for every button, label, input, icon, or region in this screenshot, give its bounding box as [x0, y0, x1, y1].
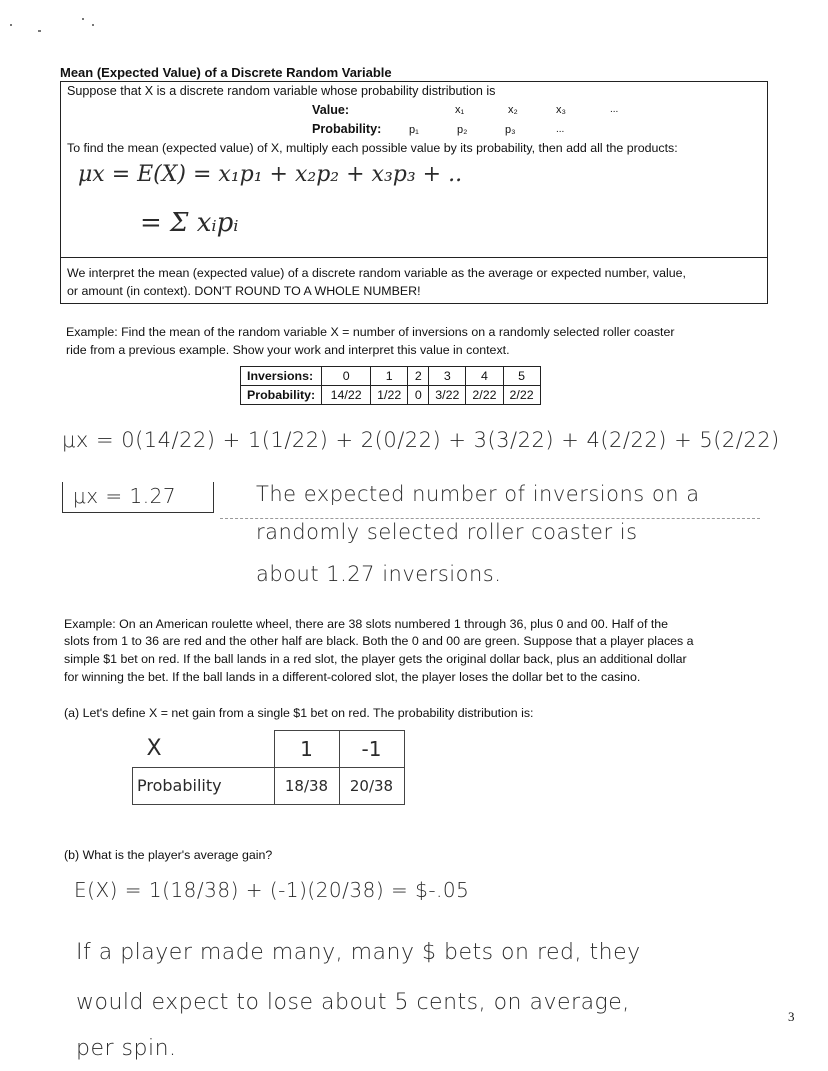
value-label: Value: [312, 103, 350, 117]
probability-label: Probability: [312, 122, 382, 136]
example2-para-3: simple $1 bet on red. If the ball lands in a red slot, the player gets the original dollar back, plus an additional dollar [64, 652, 687, 666]
inversions-row [241, 367, 541, 386]
prob-cell: 2/22 [503, 386, 540, 405]
roulette-prob-row [133, 767, 405, 804]
inv-cell: 4 [466, 367, 503, 386]
stray-mark [82, 18, 84, 20]
hw-interp-2: randomly selected roller coaster is [256, 520, 638, 544]
hw-gain-interp-2: would expect to lose about 5 cents, on average, [76, 990, 630, 1015]
roulette-x-val: 1 [274, 731, 339, 768]
roulette-x-val: -1 [339, 731, 404, 768]
inv-cell: 1 [371, 367, 408, 386]
hw-interp-1: The expected number of inversions on a [256, 482, 700, 506]
prob-cell: 2/22 [466, 386, 503, 405]
interpret-line-2: or amount (in context). DON'T ROUND TO A WHOLE NUMBER! [67, 284, 421, 298]
stray-mark [38, 30, 41, 32]
roulette-x-label: X [133, 731, 275, 768]
prob-p2: p₂ [457, 124, 468, 136]
part-a: (a) Let's define X = net gain from a single $1 bet on red. The probability distribution is: [64, 706, 534, 720]
inv-cell: 3 [429, 367, 466, 386]
prob-cell: 1/22 [371, 386, 408, 405]
roulette-prob-val: 20/38 [339, 767, 404, 804]
roulette-x-row [133, 731, 405, 768]
prob-cell: 0 [408, 386, 429, 405]
example2-para-4: for winning the bet. If the ball lands in a different-colored slot, the player loses the dollar bet to the casino. [64, 670, 641, 684]
value-ellipsis: ... [610, 104, 619, 115]
hw-mean-calculation: μx = 0(14/22) + 1(1/22) + 2(0/22) + 3(3/22) + 4(2/22) + 5(2/22) [62, 428, 780, 452]
prob-p3: p₃ [505, 124, 516, 136]
hw-gain-interp-3: per spin. [76, 1036, 177, 1061]
example1-prompt-1: Example: Find the mean of the random variable X = number of inversions on a randomly selected roller coaster [66, 325, 675, 339]
definition-intro: Suppose that X is a discrete random variable whose probability distribution is [67, 84, 496, 98]
example2-para-2: slots from 1 to 36 are red and the other half are black. Both the 0 and 00 are green. Suppose that a player places a [64, 634, 694, 648]
value-x3: x₃ [556, 104, 566, 116]
roulette-table [132, 730, 405, 805]
stray-mark [92, 24, 94, 26]
mean-instruction-text: To find the mean (expected value) of X, multiply each possible value by its probability, then add all the products: [67, 141, 678, 155]
part-b: (b) What is the player's average gain? [64, 848, 273, 862]
inv-cell: 5 [503, 367, 540, 386]
hw-gain-interp-1: If a player made many, many $ bets on red, they [76, 940, 641, 965]
prob-cell: 14/22 [322, 386, 371, 405]
inv-cell: 0 [322, 367, 371, 386]
page-number: 3 [788, 1009, 795, 1024]
prob-ellipsis: ... [556, 124, 565, 135]
probability-row [241, 386, 541, 405]
inversions-table [240, 366, 541, 405]
definition-box-divider [60, 257, 768, 258]
prob-p1: p₁ [409, 124, 419, 136]
hw-mean-result-box [62, 482, 214, 513]
prob-cell: 3/22 [429, 386, 466, 405]
hw-underline-dashed [220, 518, 760, 519]
example1-prompt-2: ride from a previous example. Show your work and interpret this value in context. [66, 343, 510, 357]
inversions-label: Inversions: [241, 367, 322, 386]
roulette-prob-val: 18/38 [274, 767, 339, 804]
stray-mark [10, 24, 12, 26]
hw-mean-result: μx = 1.27 [73, 484, 177, 508]
hw-interp-3: about 1.27 inversions. [256, 562, 502, 586]
value-x1: x₁ [455, 104, 465, 116]
probability-row-label: Probability: [241, 386, 322, 405]
hw-formula-expanded: μx = E(X) = x₁p₁ + x₂p₂ + x₃p₃ + .. [78, 162, 463, 187]
mean-instruction [67, 139, 678, 157]
value-x2: x₂ [508, 104, 518, 116]
inv-cell: 2 [408, 367, 429, 386]
section-title: Mean (Expected Value) of a Discrete Random Variable [60, 65, 392, 80]
hw-formula-sigma: = Σ xᵢpᵢ [140, 208, 239, 238]
hw-expected-gain: E(X) = 1(18/38) + (-1)(20/38) = $-.05 [74, 878, 470, 902]
roulette-prob-label: Probability [133, 767, 275, 804]
example2-para-1: Example: On an American roulette wheel, there are 38 slots numbered 1 through 36, plus 0 and 00. Half of the [64, 617, 669, 631]
interpret-line-1: We interpret the mean (expected value) of a discrete random variable as the average or expected number, value, [67, 266, 686, 280]
